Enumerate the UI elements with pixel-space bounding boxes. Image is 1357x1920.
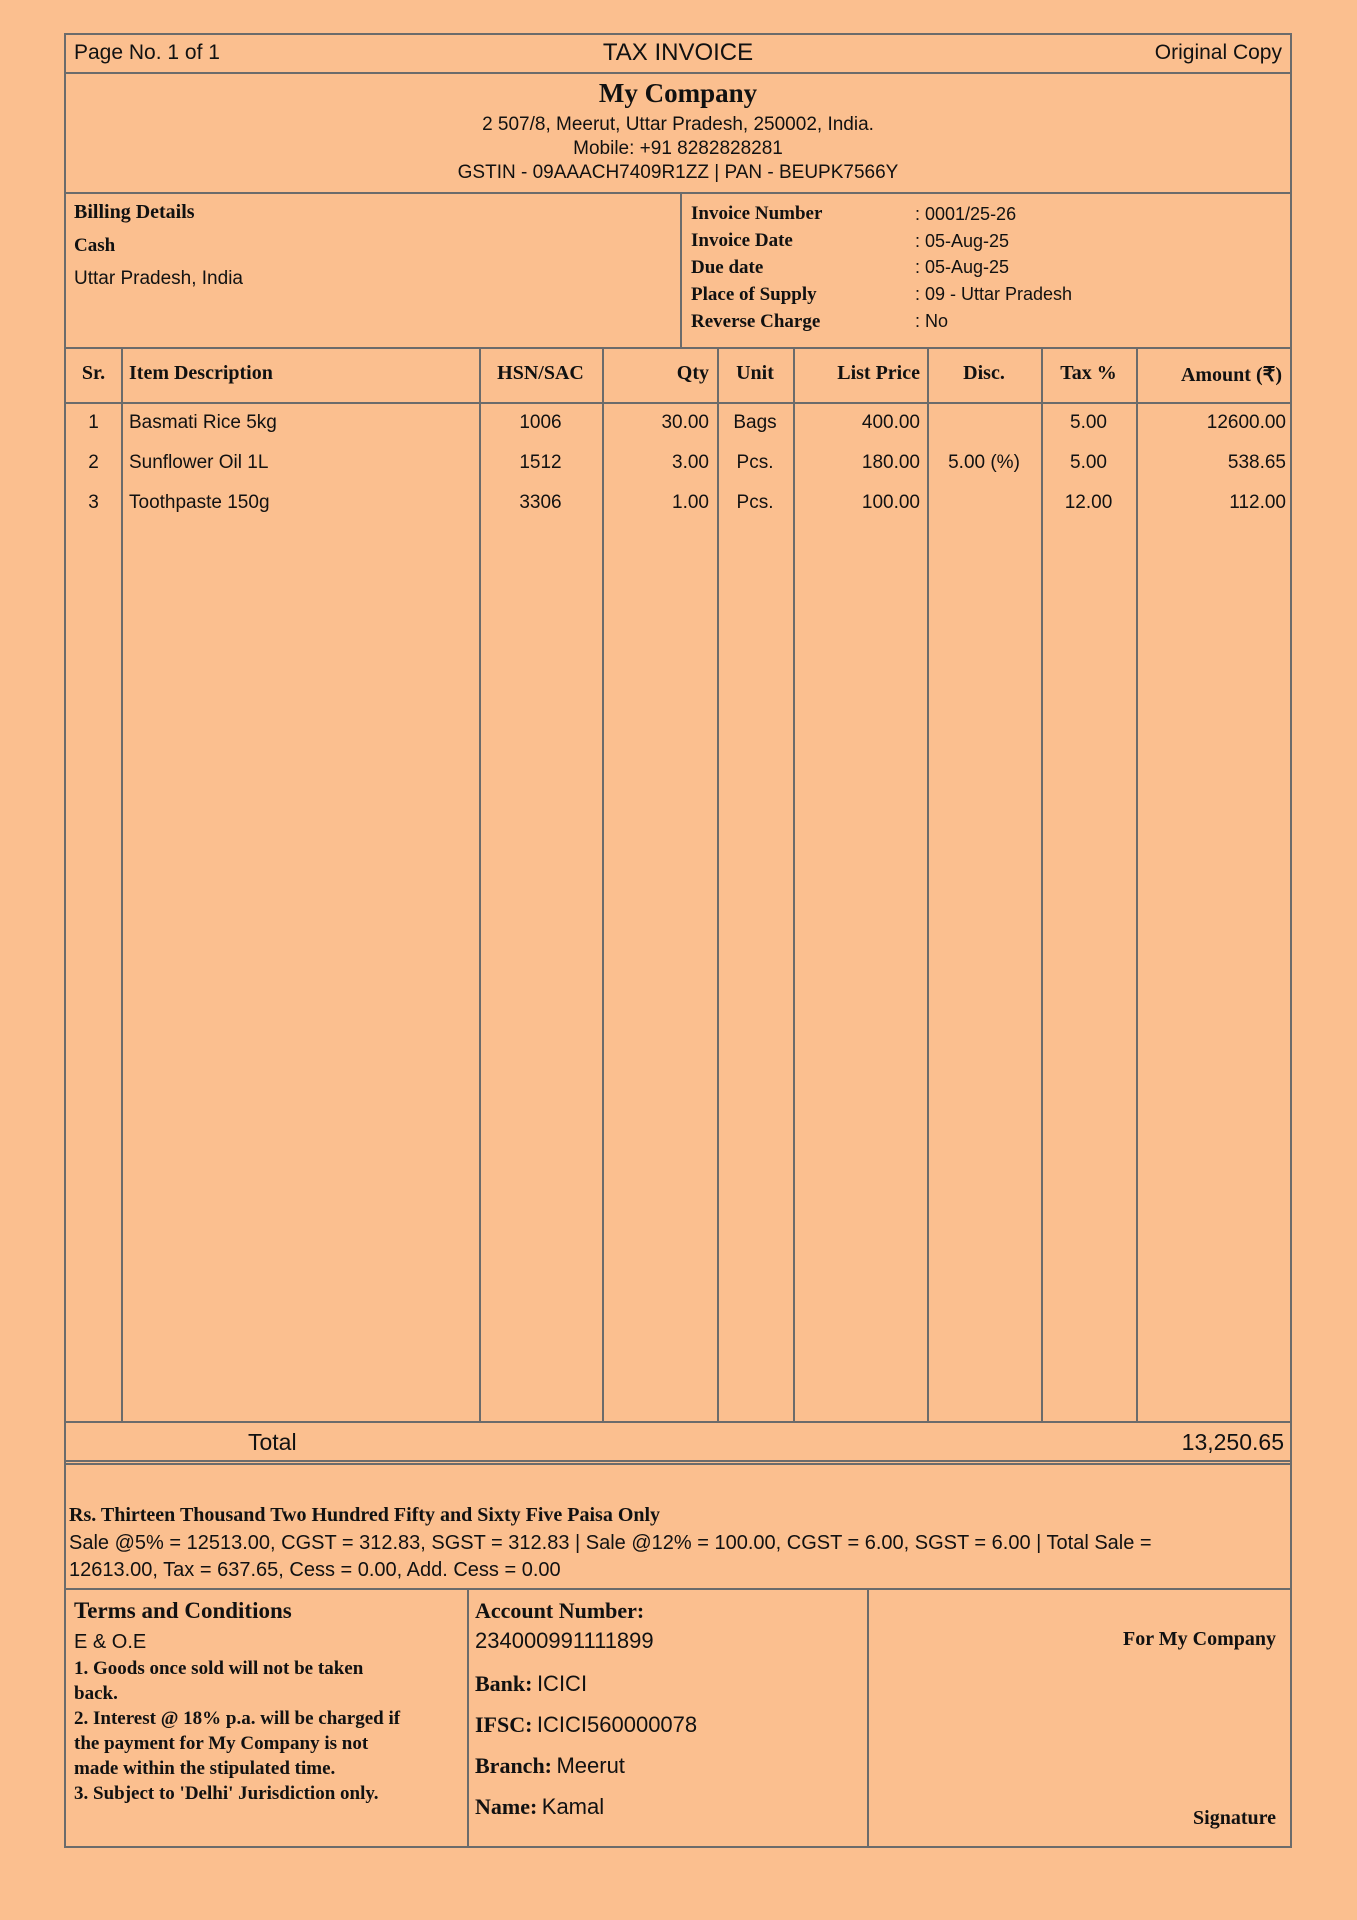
billing-name: Cash <box>74 235 116 256</box>
account-number-value: 234000991111899 <box>475 1628 654 1653</box>
row-tax: 12.00 <box>1064 492 1113 513</box>
amount-in-words: Rs. Thirteen Thousand Two Hundred Fifty and Sixty Five Paisa Only <box>69 1504 661 1526</box>
branch-value: Meerut <box>556 1753 625 1778</box>
branch-label: Branch: <box>475 1753 552 1778</box>
row-description: Sunflower Oil 1L <box>129 452 269 473</box>
row-hsn: 1512 <box>519 452 562 473</box>
company-mobile: Mobile: +91 8282828281 <box>573 138 783 159</box>
tax-summary-line-1: Sale @5% = 12513.00, CGST = 312.83, SGST = 312.83 | Sale @12% = 100.00, CGST = 6.00, SGST = 6.00 | Total Sale = <box>69 1532 1152 1554</box>
column-divider <box>927 347 929 1421</box>
meta-label: Reverse Charge <box>691 311 821 332</box>
invoice-title: TAX INVOICE <box>602 39 754 66</box>
row-sr: 3 <box>88 492 99 513</box>
terms-item: 3. Subject to 'Delhi' Jurisdiction only. <box>74 1783 379 1804</box>
divider <box>66 1588 1290 1590</box>
name-value: Kamal <box>541 1794 605 1819</box>
terms-eoe: E & O.E <box>74 1631 147 1653</box>
row-price: 400.00 <box>861 412 920 433</box>
row-unit: Pcs. <box>736 452 774 473</box>
bank-label: Bank: <box>475 1671 533 1696</box>
for-company: For My Company <box>1123 1628 1276 1650</box>
bank-value: ICICI <box>536 1671 588 1696</box>
meta-label: Invoice Date <box>691 230 793 251</box>
billing-location: Uttar Pradesh, India <box>74 268 243 289</box>
row-amount: 12600.00 <box>1206 412 1286 433</box>
row-price: 100.00 <box>861 492 920 513</box>
billing-heading: Billing Details <box>74 201 195 223</box>
row-hsn: 1006 <box>519 412 562 433</box>
ifsc-value: ICICI560000078 <box>536 1712 698 1737</box>
meta-label: Invoice Number <box>691 203 823 224</box>
terms-item: made within the stipulated time. <box>74 1758 336 1779</box>
bank-row <box>475 1671 587 1697</box>
page-number: Page No. 1 of 1 <box>74 41 220 64</box>
company-name: My Company <box>598 78 758 108</box>
tax-summary-line-2: 12613.00, Tax = 637.65, Cess = 0.00, Add. Cess = 0.00 <box>69 1559 561 1581</box>
col-header-sr: Sr. <box>81 362 106 384</box>
divider <box>66 402 1290 404</box>
terms-item: 1. Goods once sold will not be taken <box>74 1658 364 1679</box>
invoice-number: : 0001/25-26 <box>915 204 1017 224</box>
row-unit: Bags <box>733 412 777 433</box>
signature-label: Signature <box>1193 1807 1276 1829</box>
divider <box>66 192 1290 194</box>
column-divider <box>867 1588 869 1848</box>
invoice-sheet <box>64 33 1292 1848</box>
row-qty: 30.00 <box>661 412 709 433</box>
reverse-charge: : No <box>915 311 949 331</box>
divider <box>66 347 1290 349</box>
company-tax-ids: GSTIN - 09AAACH7409R1ZZ | PAN - BEUPK7566Y <box>457 162 899 183</box>
name-row <box>475 1794 604 1820</box>
row-sr: 2 <box>88 452 99 473</box>
row-description: Toothpaste 150g <box>129 492 270 513</box>
col-header-description: Item Description <box>129 362 273 384</box>
row-unit: Pcs. <box>736 492 774 513</box>
row-sr: 1 <box>88 412 99 433</box>
column-divider <box>467 1588 469 1848</box>
row-price: 180.00 <box>861 452 920 473</box>
row-disc: 5.00 (%) <box>948 452 1020 473</box>
terms-list <box>74 1656 400 1806</box>
row-qty: 1.00 <box>672 492 709 513</box>
copy-label: Original Copy <box>1154 41 1282 64</box>
terms-item: back. <box>74 1683 118 1704</box>
row-description: Basmati Rice 5kg <box>129 412 277 433</box>
invoice-date: : 05-Aug-25 <box>915 231 1010 251</box>
company-address: 2 507/8, Meerut, Uttar Pradesh, 250002, India. <box>482 114 874 135</box>
row-tax: 5.00 <box>1070 412 1107 433</box>
column-divider <box>121 347 123 1421</box>
col-header-price: List Price <box>837 362 920 384</box>
divider <box>66 1421 1290 1423</box>
row-hsn: 3306 <box>519 492 562 513</box>
row-amount: 538.65 <box>1227 452 1286 473</box>
row-qty: 3.00 <box>672 452 709 473</box>
col-header-amount: Amount (₹) <box>1180 364 1282 386</box>
divider <box>66 72 1290 74</box>
divider <box>66 1460 1290 1462</box>
total-value: 13,250.65 <box>1181 1429 1284 1455</box>
terms-item: 2. Interest @ 18% p.a. will be charged if <box>74 1708 401 1729</box>
name-label: Name: <box>475 1794 538 1819</box>
row-amount: 112.00 <box>1229 492 1286 513</box>
col-header-unit: Unit <box>736 362 774 384</box>
col-header-qty: Qty <box>676 362 709 384</box>
col-header-tax: Tax % <box>1060 362 1117 384</box>
divider <box>680 192 682 347</box>
col-header-hsn: HSN/SAC <box>497 362 584 384</box>
total-label: Total <box>248 1429 297 1455</box>
account-number-label: Account Number: <box>475 1598 645 1623</box>
ifsc-label: IFSC: <box>475 1712 533 1737</box>
meta-label: Place of Supply <box>691 284 817 305</box>
meta-label: Due date <box>691 257 764 278</box>
divider <box>66 1463 1290 1465</box>
row-tax: 5.00 <box>1070 452 1107 473</box>
place-of-supply: : 09 - Uttar Pradesh <box>915 284 1073 304</box>
branch-row <box>475 1753 625 1779</box>
col-header-disc: Disc. <box>963 362 1005 384</box>
due-date: : 05-Aug-25 <box>915 257 1010 277</box>
terms-item: the payment for My Company is not <box>74 1733 369 1754</box>
terms-heading: Terms and Conditions <box>74 1598 292 1623</box>
ifsc-row <box>475 1712 697 1738</box>
